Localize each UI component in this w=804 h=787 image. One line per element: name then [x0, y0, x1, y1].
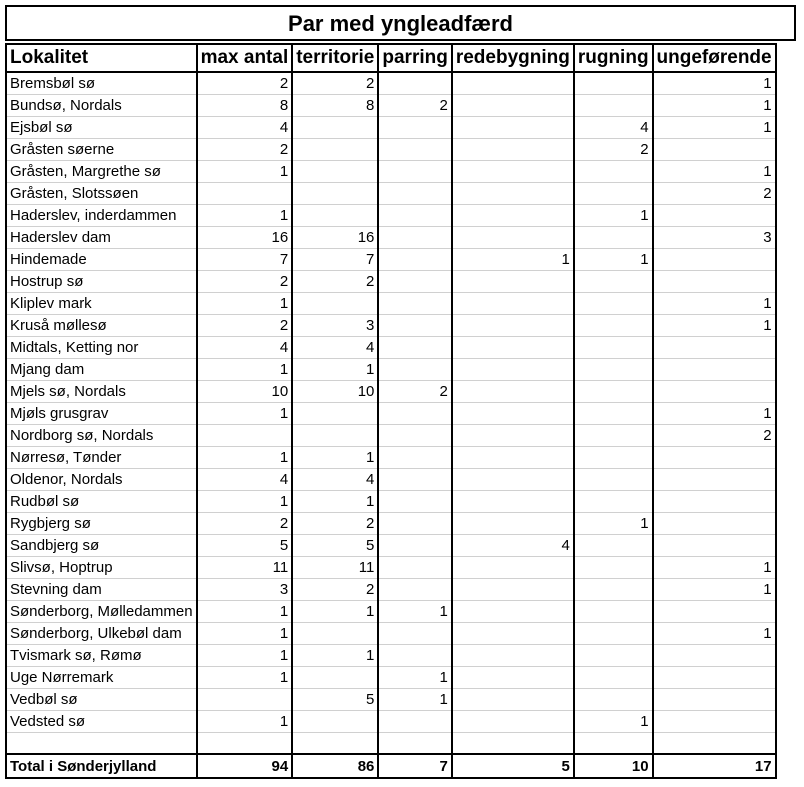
value-cell [452, 72, 574, 94]
value-cell [574, 94, 653, 116]
value-cell: 5 [292, 534, 378, 556]
column-header: max antal [197, 44, 293, 72]
value-cell [452, 380, 574, 402]
location-cell: Gråsten søerne [6, 138, 197, 160]
value-cell [378, 468, 451, 490]
table-title: Par med yngleadfærd [5, 5, 796, 41]
value-cell: 1 [574, 512, 653, 534]
table-row [6, 72, 776, 94]
value-cell [292, 292, 378, 314]
value-cell [653, 688, 776, 710]
value-cell [653, 600, 776, 622]
table-row [6, 336, 776, 358]
value-cell [378, 446, 451, 468]
value-cell: 1 [378, 688, 451, 710]
value-cell: 1 [197, 204, 293, 226]
value-cell: 1 [292, 490, 378, 512]
value-cell [197, 182, 293, 204]
value-cell [653, 138, 776, 160]
table-row [6, 94, 776, 116]
value-cell [653, 204, 776, 226]
value-cell: 2 [197, 314, 293, 336]
total-cell: 17 [653, 754, 776, 778]
location-cell: Haderslev, inderdammen [6, 204, 197, 226]
value-cell [452, 336, 574, 358]
value-cell: 1 [653, 94, 776, 116]
column-header: ungeførende [653, 44, 776, 72]
value-cell [378, 402, 451, 424]
value-cell [197, 688, 293, 710]
table-row [6, 468, 776, 490]
location-cell: Rudbøl sø [6, 490, 197, 512]
column-header: territorie [292, 44, 378, 72]
value-cell: 1 [574, 248, 653, 270]
value-cell [452, 490, 574, 512]
location-cell: Kruså møllesø [6, 314, 197, 336]
value-cell [378, 424, 451, 446]
value-cell [378, 534, 451, 556]
location-cell: Mjøls grusgrav [6, 402, 197, 424]
table-row [6, 600, 776, 622]
value-cell: 1 [653, 314, 776, 336]
value-cell [292, 138, 378, 160]
total-row [6, 754, 776, 778]
table-body [6, 72, 776, 732]
value-cell [452, 226, 574, 248]
location-cell: Stevning dam [6, 578, 197, 600]
value-cell [452, 468, 574, 490]
location-cell: Sønderborg, Mølledammen [6, 600, 197, 622]
value-cell [653, 270, 776, 292]
location-cell: Slivsø, Hoptrup [6, 556, 197, 578]
value-cell [292, 402, 378, 424]
location-cell: Hostrup sø [6, 270, 197, 292]
value-cell [653, 534, 776, 556]
value-cell: 2 [197, 270, 293, 292]
total-cell: 7 [378, 754, 451, 778]
value-cell [574, 72, 653, 94]
value-cell: 2 [197, 512, 293, 534]
value-cell [574, 358, 653, 380]
value-cell: 1 [653, 72, 776, 94]
location-cell: Oldenor, Nordals [6, 468, 197, 490]
table-row [6, 710, 776, 732]
table-row [6, 116, 776, 138]
value-cell [292, 160, 378, 182]
location-cell: Nørresø, Tønder [6, 446, 197, 468]
location-cell: Sønderborg, Ulkebøl dam [6, 622, 197, 644]
value-cell: 1 [378, 600, 451, 622]
value-cell [378, 248, 451, 270]
value-cell [452, 270, 574, 292]
table-row [6, 446, 776, 468]
location-cell: Gråsten, Slotssøen [6, 182, 197, 204]
table-row [6, 534, 776, 556]
value-cell [378, 358, 451, 380]
value-cell [452, 512, 574, 534]
value-cell [574, 270, 653, 292]
value-cell [378, 644, 451, 666]
value-cell: 2 [378, 94, 451, 116]
value-cell [574, 468, 653, 490]
value-cell [292, 182, 378, 204]
value-cell [574, 600, 653, 622]
total-label: Total i Sønderjylland [6, 754, 197, 778]
location-cell: Bundsø, Nordals [6, 94, 197, 116]
table-row [6, 138, 776, 160]
location-cell: Uge Nørremark [6, 666, 197, 688]
value-cell [452, 314, 574, 336]
value-cell: 2 [574, 138, 653, 160]
value-cell [378, 204, 451, 226]
column-header: parring [378, 44, 451, 72]
table-row [6, 644, 776, 666]
location-cell: Midtals, Ketting nor [6, 336, 197, 358]
value-cell [378, 182, 451, 204]
table-row [6, 512, 776, 534]
value-cell [574, 578, 653, 600]
value-cell [452, 578, 574, 600]
header-row [6, 44, 776, 72]
value-cell: 1 [653, 578, 776, 600]
value-cell: 10 [292, 380, 378, 402]
value-cell: 2 [197, 72, 293, 94]
table-row [6, 226, 776, 248]
value-cell [653, 248, 776, 270]
value-cell [452, 358, 574, 380]
value-cell: 4 [197, 468, 293, 490]
value-cell [452, 116, 574, 138]
value-cell: 1 [197, 710, 293, 732]
value-cell: 2 [292, 578, 378, 600]
value-cell [378, 336, 451, 358]
table-row [6, 380, 776, 402]
location-cell: Mjang dam [6, 358, 197, 380]
value-cell [452, 666, 574, 688]
value-cell: 16 [292, 226, 378, 248]
value-cell [452, 710, 574, 732]
value-cell [378, 578, 451, 600]
value-cell [574, 446, 653, 468]
table-row [6, 292, 776, 314]
table-row [6, 358, 776, 380]
value-cell [378, 490, 451, 512]
value-cell: 1 [197, 402, 293, 424]
value-cell: 1 [574, 204, 653, 226]
value-cell: 1 [197, 160, 293, 182]
value-cell: 1 [653, 116, 776, 138]
value-cell: 1 [653, 160, 776, 182]
column-header: rugning [574, 44, 653, 72]
value-cell [378, 116, 451, 138]
value-cell [574, 402, 653, 424]
value-cell [574, 292, 653, 314]
table-row [6, 666, 776, 688]
value-cell [574, 666, 653, 688]
value-cell: 1 [197, 292, 293, 314]
value-cell: 2 [292, 270, 378, 292]
location-cell: Tvismark sø, Rømø [6, 644, 197, 666]
value-cell [574, 490, 653, 512]
value-cell [197, 424, 293, 446]
table-row [6, 424, 776, 446]
value-cell [452, 446, 574, 468]
table-row [6, 314, 776, 336]
value-cell: 1 [653, 292, 776, 314]
value-cell [378, 72, 451, 94]
location-cell: Hindemade [6, 248, 197, 270]
value-cell [452, 138, 574, 160]
location-cell: Ejsbøl sø [6, 116, 197, 138]
location-cell: Nordborg sø, Nordals [6, 424, 197, 446]
value-cell [653, 358, 776, 380]
value-cell: 7 [292, 248, 378, 270]
value-cell: 4 [452, 534, 574, 556]
value-cell: 2 [378, 380, 451, 402]
value-cell [378, 710, 451, 732]
value-cell: 16 [197, 226, 293, 248]
value-cell: 2 [653, 182, 776, 204]
value-cell [452, 182, 574, 204]
value-cell: 1 [653, 556, 776, 578]
value-cell: 1 [197, 622, 293, 644]
table-row [6, 270, 776, 292]
value-cell: 1 [653, 622, 776, 644]
value-cell [452, 556, 574, 578]
value-cell: 5 [197, 534, 293, 556]
table-row [6, 160, 776, 182]
value-cell [574, 424, 653, 446]
value-cell [574, 622, 653, 644]
value-cell [452, 402, 574, 424]
value-cell: 1 [197, 490, 293, 512]
value-cell [653, 644, 776, 666]
value-cell: 5 [292, 688, 378, 710]
value-cell [574, 336, 653, 358]
value-cell: 2 [197, 138, 293, 160]
value-cell [378, 314, 451, 336]
value-cell [378, 226, 451, 248]
value-cell: 8 [197, 94, 293, 116]
value-cell: 1 [197, 666, 293, 688]
value-cell: 4 [197, 336, 293, 358]
value-cell: 1 [292, 446, 378, 468]
value-cell: 1 [197, 600, 293, 622]
value-cell [292, 622, 378, 644]
total-cell: 86 [292, 754, 378, 778]
location-cell: Sandbjerg sø [6, 534, 197, 556]
value-cell: 2 [292, 72, 378, 94]
value-cell [574, 380, 653, 402]
value-cell [574, 534, 653, 556]
total-cell: 10 [574, 754, 653, 778]
table-row [6, 622, 776, 644]
value-cell [574, 160, 653, 182]
value-cell: 1 [378, 666, 451, 688]
value-cell: 1 [197, 644, 293, 666]
location-cell: Haderslev dam [6, 226, 197, 248]
value-cell [378, 270, 451, 292]
column-header: redebygning [452, 44, 574, 72]
table-row [6, 248, 776, 270]
value-cell: 8 [292, 94, 378, 116]
value-cell [574, 688, 653, 710]
value-cell [574, 644, 653, 666]
value-cell: 1 [574, 710, 653, 732]
value-cell [378, 622, 451, 644]
value-cell [292, 424, 378, 446]
value-cell: 7 [197, 248, 293, 270]
table-row [6, 688, 776, 710]
value-cell: 1 [292, 600, 378, 622]
column-header: Lokalitet [6, 44, 197, 72]
value-cell: 4 [197, 116, 293, 138]
value-cell [452, 622, 574, 644]
value-cell: 10 [197, 380, 293, 402]
value-cell: 1 [197, 446, 293, 468]
value-cell: 11 [292, 556, 378, 578]
value-cell: 1 [452, 248, 574, 270]
location-cell: Mjels sø, Nordals [6, 380, 197, 402]
location-cell: Bremsbøl sø [6, 72, 197, 94]
value-cell [653, 512, 776, 534]
location-cell: Rygbjerg sø [6, 512, 197, 534]
value-cell [292, 666, 378, 688]
table-row [6, 556, 776, 578]
value-cell [452, 94, 574, 116]
data-table [5, 43, 777, 779]
location-cell: Kliplev mark [6, 292, 197, 314]
value-cell [378, 512, 451, 534]
value-cell [378, 292, 451, 314]
value-cell: 3 [653, 226, 776, 248]
total-cell: 5 [452, 754, 574, 778]
location-cell: Vedsted sø [6, 710, 197, 732]
table-row [6, 182, 776, 204]
value-cell: 4 [292, 336, 378, 358]
value-cell: 2 [292, 512, 378, 534]
value-cell [452, 600, 574, 622]
value-cell: 4 [292, 468, 378, 490]
value-cell [452, 688, 574, 710]
value-cell [292, 710, 378, 732]
value-cell [292, 204, 378, 226]
table-row [6, 204, 776, 226]
table-row [6, 490, 776, 512]
total-cell: 94 [197, 754, 293, 778]
value-cell [378, 138, 451, 160]
value-cell: 2 [653, 424, 776, 446]
value-cell [452, 644, 574, 666]
value-cell [653, 710, 776, 732]
table-row [6, 578, 776, 600]
blank-row [6, 732, 776, 754]
value-cell [452, 204, 574, 226]
value-cell [378, 556, 451, 578]
value-cell [292, 116, 378, 138]
value-cell [653, 666, 776, 688]
value-cell: 4 [574, 116, 653, 138]
value-cell [574, 226, 653, 248]
value-cell [574, 182, 653, 204]
value-cell [378, 160, 451, 182]
location-cell: Vedbøl sø [6, 688, 197, 710]
value-cell [653, 446, 776, 468]
value-cell [653, 468, 776, 490]
value-cell: 1 [653, 402, 776, 424]
value-cell: 3 [197, 578, 293, 600]
table-row [6, 402, 776, 424]
value-cell [653, 336, 776, 358]
value-cell: 11 [197, 556, 293, 578]
value-cell: 1 [292, 644, 378, 666]
value-cell [574, 314, 653, 336]
value-cell [452, 292, 574, 314]
value-cell [452, 424, 574, 446]
value-cell [574, 556, 653, 578]
location-cell: Gråsten, Margrethe sø [6, 160, 197, 182]
value-cell: 1 [197, 358, 293, 380]
value-cell [452, 160, 574, 182]
value-cell: 1 [292, 358, 378, 380]
value-cell [653, 490, 776, 512]
value-cell [653, 380, 776, 402]
value-cell: 3 [292, 314, 378, 336]
